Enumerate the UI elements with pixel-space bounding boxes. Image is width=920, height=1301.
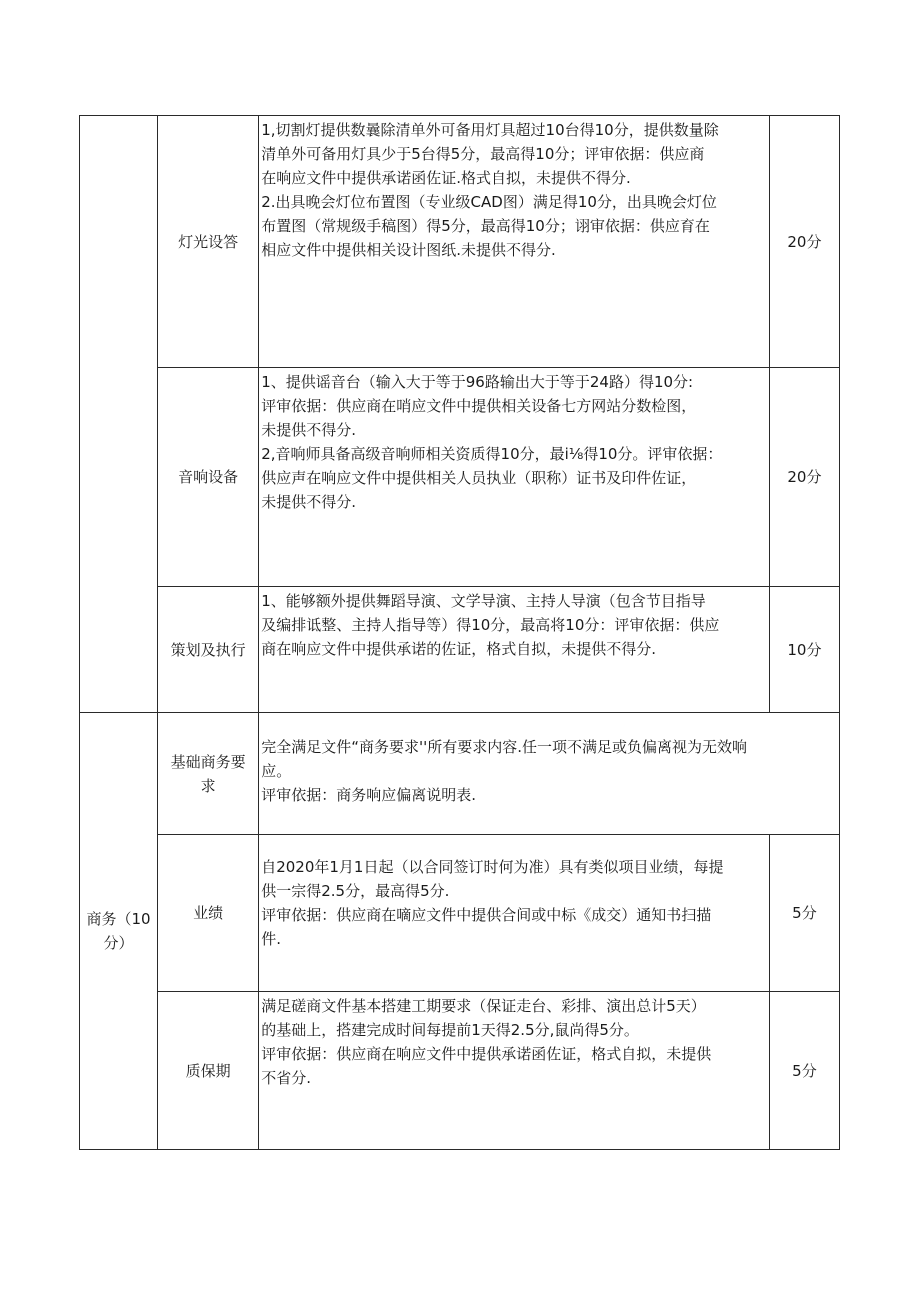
score-value: 20分 xyxy=(787,468,822,486)
criteria-line: 供应声在响应文件中提供相关人员执业（职称）证书及印件佐证， xyxy=(261,469,697,487)
score-cell-audio xyxy=(769,368,839,587)
score-cell-warranty xyxy=(769,992,839,1150)
table-row xyxy=(80,835,840,992)
criteria-cell-warranty xyxy=(259,992,770,1150)
item-cell-warranty xyxy=(158,992,259,1150)
criteria-line: 的基础上，搭建完成时间每提前1天得2.5分,鼠尚得5分。 xyxy=(261,1021,639,1039)
criteria-line: 及编排诋整、主持人指导等）得10分，最高将10分：评审依据：供应 xyxy=(261,616,720,634)
item-label-line1: 基础商务要 xyxy=(170,752,246,771)
item-label: 灯光设答 xyxy=(178,232,239,251)
item-cell-planning xyxy=(158,587,259,713)
criteria-line: 供一宗得2.5分，最高得5分. xyxy=(261,882,450,900)
criteria-line: 2.出具晚会灯位布置图（专业级CAD图）满足得10分，出具晚会灯位 xyxy=(261,193,717,211)
item-cell-performance xyxy=(158,835,259,992)
table-row xyxy=(80,116,840,368)
item-label: 业绩 xyxy=(193,904,224,922)
table-row xyxy=(80,992,840,1150)
criteria-line: 完全满足文件“商务要求''所有要求内容.任一项不满足或负偏离视为无效响 xyxy=(261,738,748,756)
score-value: 10分 xyxy=(787,640,822,659)
score-cell-planning xyxy=(769,587,839,713)
criteria-line: 评审依据：供应商在响应文件中提供承诺函佐证，格式自拟，未提供 xyxy=(261,1045,712,1063)
criteria-line: 清单外可备用灯具少于5台得5分，最高得10分；评审依据：供应商 xyxy=(261,145,705,163)
criteria-line: 件. xyxy=(261,930,281,948)
criteria-line: 未提供不得分. xyxy=(261,493,356,511)
item-cell-lighting xyxy=(158,116,259,368)
criteria-line: 不省分. xyxy=(261,1069,311,1087)
criteria-line: 评审依据：商务响应偏离说明表. xyxy=(261,786,476,804)
criteria-line: 商在响应文件中提供承诺的佐证，格式自拟，未提供不得分. xyxy=(261,640,656,658)
criteria-line: 1、能够额外提供舞蹈导演、文学导演、主持人导演（包含节目指导 xyxy=(261,592,706,610)
criteria-line: 相应文件中提供相关设计图纸.未提供不得分. xyxy=(261,241,556,259)
score-value: 20分 xyxy=(787,232,822,251)
item-label: 策划及执行 xyxy=(170,640,246,659)
criteria-line: 应。 xyxy=(261,762,292,780)
item-label: 音响设备 xyxy=(178,468,239,486)
category-label-line2: 分） xyxy=(103,934,134,952)
item-cell-basic-business xyxy=(158,713,259,835)
criteria-line: 评审依据：供应商在嘀应文件中提供合间或中标《成交）通知书扫描 xyxy=(261,906,712,924)
criteria-line: 布置图（常规级手稿图）得5分，最高得10分；诩审依据：供应育在 xyxy=(261,217,710,235)
item-cell-audio xyxy=(158,368,259,587)
criteria-cell-basic-business xyxy=(259,713,840,835)
table-row xyxy=(80,368,840,587)
category-cell-empty xyxy=(80,116,158,713)
score-value: 5分 xyxy=(792,1061,817,1080)
item-label-line2: 求 xyxy=(200,776,216,795)
criteria-line: 未提供不得分. xyxy=(261,421,356,439)
criteria-cell-performance xyxy=(259,835,770,992)
criteria-line: 1,切割灯提供数曩除清单外可备用灯具超过10台得10分，提供数量除 xyxy=(261,121,719,139)
criteria-line: 评审依据：供应商在哨应文件中提供相关设备七方网站分数检图， xyxy=(261,397,697,415)
criteria-cell-lighting xyxy=(259,116,770,368)
category-label-line1: 商务（10 xyxy=(86,910,151,928)
score-cell-performance xyxy=(769,835,839,992)
criteria-line: 自2020年1月1日起（以合同签订时何为准）具有类似项目业绩，每提 xyxy=(261,858,724,876)
criteria-line: 满足磋商文件基本搭建工期要求（保证走台、彩排、演出总计5天） xyxy=(261,997,706,1015)
scoring-table xyxy=(79,115,840,1150)
score-value: 5分 xyxy=(792,904,817,922)
table-row xyxy=(80,587,840,713)
item-label: 质保期 xyxy=(185,1061,231,1080)
score-cell-lighting xyxy=(769,116,839,368)
criteria-cell-audio xyxy=(259,368,770,587)
criteria-line: 2,音响师具备高级音响师相关资质得10分，最i⅛得10分。评审依据： xyxy=(261,445,723,463)
criteria-cell-planning xyxy=(259,587,770,713)
criteria-line: 1、提供谣音台（输入大于等于96路输出大于等于24路）得10分: xyxy=(261,373,694,391)
category-cell-business xyxy=(80,713,158,1150)
criteria-line: 在响应文件中提供承诺函佐证.格式自拟，未提供不得分. xyxy=(261,169,631,187)
table-row xyxy=(80,713,840,835)
